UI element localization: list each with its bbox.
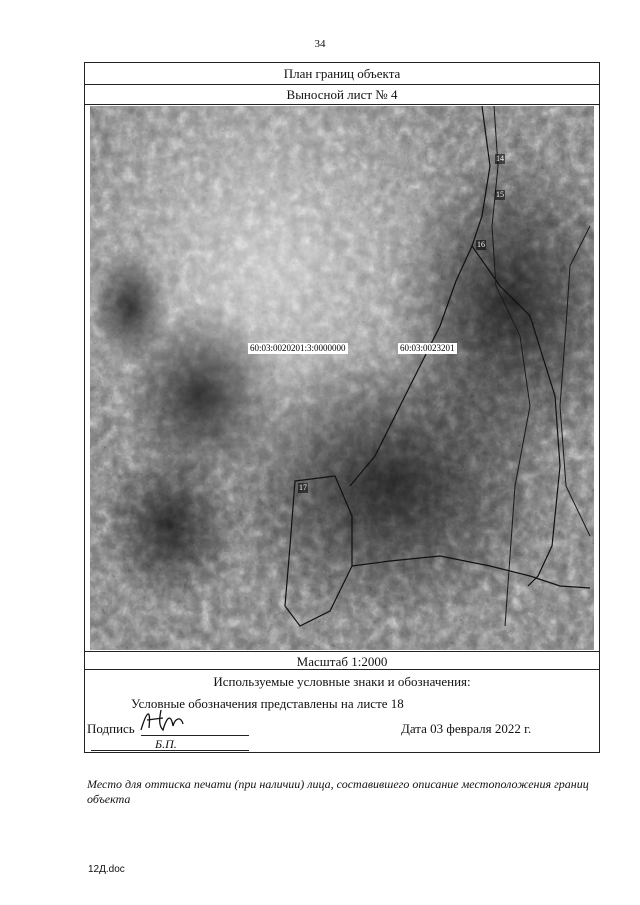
cadastral-number-label: 60:03:0020201:3:0000000	[250, 343, 346, 353]
point-label-17: 17	[299, 483, 307, 492]
footer-filename: 12Д.doc	[88, 864, 125, 875]
legend-heading: Используемые условные знаки и обозначения:	[213, 674, 471, 689]
document-frame	[84, 62, 600, 806]
signature-label: Подпись	[87, 721, 135, 736]
signature-initials: Б.П.	[155, 737, 177, 751]
page-number: 34	[314, 38, 326, 50]
signature-line	[141, 735, 249, 736]
document-title: План границ объекта	[85, 63, 599, 85]
point-label-14: 14	[496, 154, 504, 163]
stamp-note: Место для оттиска печати (при наличии) лица, составившего описание местоположения границ объекта	[87, 777, 589, 806]
signature-transcript-line	[91, 750, 249, 751]
sheet-title: Выносной лист № 4	[85, 85, 599, 105]
cadastral-number-label: 60:03:0023201	[400, 343, 455, 353]
map-scale: Масштаб 1:2000	[85, 651, 599, 670]
document-date: Дата 03 февраля 2022 г.	[401, 721, 532, 736]
legend-reference: Условные обозначения представлены на листе 18	[131, 696, 404, 711]
signature-mark	[137, 706, 187, 734]
aerial-map	[90, 106, 594, 650]
point-label-15: 15	[496, 190, 504, 199]
aerial-photo	[90, 106, 594, 650]
point-label-16: 16	[477, 240, 485, 249]
